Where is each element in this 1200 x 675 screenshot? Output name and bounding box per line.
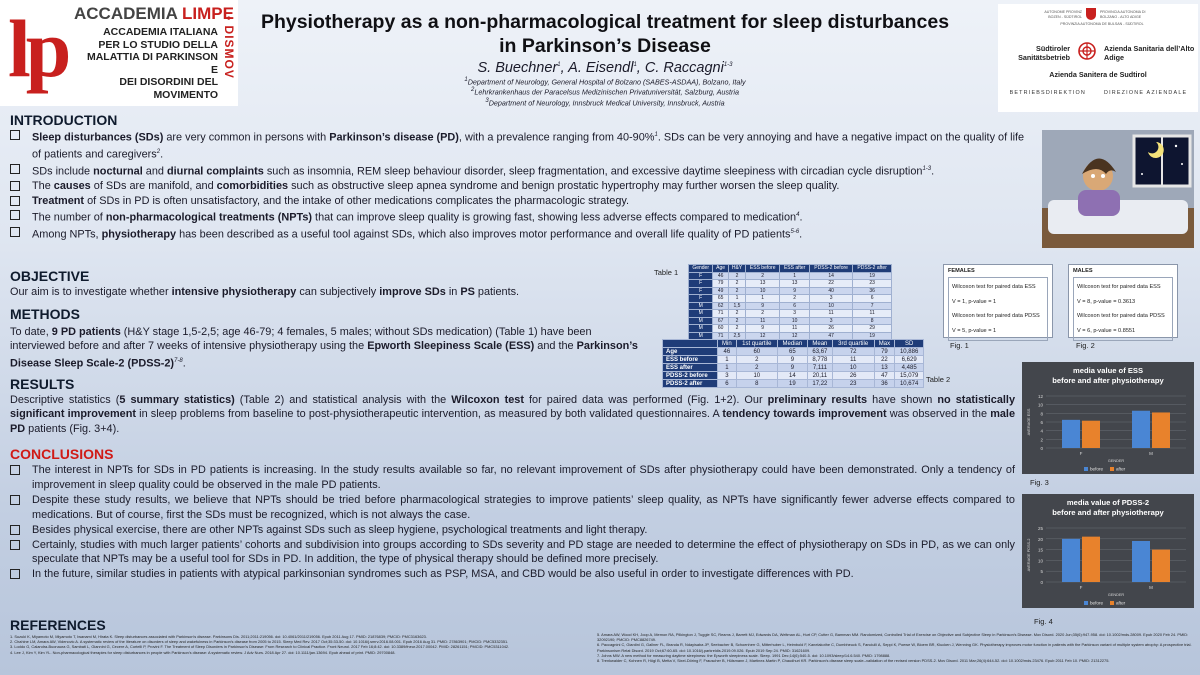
table-row [689, 287, 892, 295]
fig1-results: Wilcoxon test for paired data ESS V = 1, p-value = 1 Wilcoxon test for paired data PDSS V = 5, p-value = 1 [948, 277, 1048, 341]
table-cell: 9 [746, 325, 780, 333]
table-header-cell: 3rd quartile [832, 340, 874, 348]
methods-heading: METHODS [10, 306, 80, 322]
x-tick-label: F [1079, 451, 1083, 456]
table-header-cell: Gender [689, 265, 713, 273]
y-tick-label: 2 [1040, 437, 1043, 443]
table-cell: 1 [717, 364, 736, 372]
table-cell: 71 [713, 310, 729, 318]
table-cell: M [689, 325, 713, 333]
table-cell: 79 [713, 280, 729, 288]
wilcoxon-males-box [1068, 264, 1178, 338]
table-cell: 65 [713, 295, 729, 303]
bar-after-M [1152, 412, 1170, 448]
table-row [663, 356, 924, 364]
table-cell: 72 [832, 348, 874, 356]
table-cell: 2 [780, 295, 810, 303]
table-cell: 2 [728, 280, 745, 288]
checkbox-square-icon [10, 210, 20, 220]
chart-title: before and after physiotherapy [1052, 376, 1164, 385]
table-header-cell: ESS after [780, 265, 810, 273]
y-tick-label: 10 [1037, 402, 1043, 408]
table-cell: 19 [853, 332, 892, 340]
table-cell: F [689, 272, 713, 280]
table-cell: 23 [832, 380, 874, 388]
table-header-cell: Mean [807, 340, 832, 348]
bar-after-F [1082, 421, 1100, 448]
reference-item: 6. Paccagnini C, Giardini G, Gallner FL, Branda R, Ndayisaba JP, Seebacher B, Schoenherr G, Mitterhuber L, Heimbold F, Kanelakothe C, Dumbheuck S, Fanciulli A, Seppi K, Poewe W, Bloem BR, Klucken J, Wenning GK. Physiotherapy improves motor function in patients with the Parkinson variant of multiple system atrophy: A prospective trial. Parkinsonism Relat Disord. 2019 Oct;67:60-65. doi: 10.1016/j.parkreldis.2019.09.026. Epub 2019 Sep 24. PMID: 31621609. [597, 642, 1192, 653]
checkbox-square-icon [10, 130, 20, 140]
table2-caption: Table 2 [926, 375, 951, 384]
province-it: PROVINCIA AUTONOMA DI BOLZANO - ALTO ADIGE [1100, 10, 1146, 19]
reference-item: 7. Johns MW. A new method for measuring daytime sleepiness: the Epworth sleepiness scale. Sleep. 1991 Dec;14(6):540-5. doi: 10.1093/sleep/14.6.540. PMID: 1798888. [597, 652, 891, 658]
conclusion-bullet: Certainly, studies with much larger patients’ cohorts and subdivision into groups according to SDs severity and PD stage are needed to determine the effect of physiotherapy on SDs in PD, as we can only speculate that NPTs may be a useful tool for SDs in PD. In addition, the type of physical therapy should be defined more precisely. [10, 538, 1015, 568]
table-cell: PDSS-2 after [663, 380, 718, 388]
reference-item: 1. Suzuki K, Miyamoto M, Miyamoto T, Iwanami M, Hirata K. Sleep disturbances associated with Parkinson's disease. Parkinsons Dis. 2011;2011:219056. doi: 10.4061/2011/219056. Epub 2011 Aug 17. PMID: 21876839; PMCID: PMC3163623. [10, 634, 427, 639]
checkbox-square-icon [10, 196, 20, 206]
table-cell: 22 [809, 280, 852, 288]
legend-swatch-after [1110, 601, 1114, 605]
table-row [663, 364, 924, 372]
y-axis-label: AVERAGE ESS [1027, 408, 1031, 436]
checkbox-square-icon [10, 540, 20, 550]
table-header-cell: ESS before [746, 265, 780, 273]
logo-name: ACCADEMIA LIMPE [74, 4, 234, 23]
table-header-cell: Max [874, 340, 895, 348]
y-tick-label: 4 [1040, 428, 1043, 434]
table-cell: 1 [728, 295, 745, 303]
objective-text: Our aim is to investigate whether intensive physiotherapy can subjectively improve SDs in PS patients. [10, 286, 520, 298]
fig2-title: MALES [1073, 268, 1093, 274]
table-cell: 7 [853, 302, 892, 310]
direction-de: BETRIEBSDIREKTION [1009, 90, 1086, 96]
reference-item: 5. Amara AW, Wood KH, Joop A, Memon RA, Pilkington J, Tuggle SC, Reams J, Barrett MJ, Edwards DA, Weltman AL, Hurt CP, Cutter G, Bamman MM. Randomized, Controlled Trial of Exercise on Objective and Subjective Sleep in Parkinson's Disease. Mov Disord. 2020 Jun;35(6):947-958. doi: 10.1002/mds.28009. Epub 2020 Feb 24. PMID: 32092190; PMCID: PMC8826749. [597, 632, 1189, 643]
bar-before-M [1132, 541, 1150, 582]
table-cell: 1 [717, 356, 736, 364]
conclusions-heading: CONCLUSIONS [10, 446, 114, 462]
table-cell: PDSS-2 before [663, 372, 718, 380]
sabes-name-it: Azienda Sanitaria dell’Alto Adige [1104, 44, 1195, 62]
table-cell: F [689, 287, 713, 295]
checkbox-square-icon [10, 181, 20, 191]
province-shield-icon [1086, 8, 1096, 20]
legend-label: after [1116, 600, 1126, 606]
table-cell: 8 [736, 380, 777, 388]
table-row [689, 310, 892, 318]
poster-title-line2: in Parkinson’s Disease [499, 35, 711, 57]
affiliation: $^3$Department of Neurology, Innsbruck Medical University, Innsbruck, Austria [485, 97, 725, 108]
chart-title: media value of ESS [1072, 366, 1144, 375]
table-cell: 20,11 [807, 372, 832, 380]
table-cell: 13 [746, 280, 780, 288]
table-row [689, 325, 892, 333]
x-tick-label: F [1079, 585, 1083, 590]
wilcoxon-females-box [943, 264, 1053, 338]
insomnia-illustration [1042, 130, 1194, 248]
table-cell: 2 [728, 317, 745, 325]
table-cell: 9 [746, 302, 780, 310]
table-cell: 3 [809, 295, 852, 303]
table-row [689, 280, 892, 288]
table-cell: 29 [853, 325, 892, 333]
conclusion-bullet: In the future, similar studies in patients with atypical parkinsonian syndromes such as PSP, MSA, and CBD would be also useful in order to investigate differences with PD. [10, 567, 1015, 582]
table-cell: 46 [717, 348, 736, 356]
table-row [689, 302, 892, 310]
province-de: AUTONOME PROVINZ BOZEN - SÜDTIROL [1044, 10, 1082, 19]
table-cell: 49 [713, 287, 729, 295]
table-cell: ESS after [663, 364, 718, 372]
table-cell: 46 [713, 272, 729, 280]
table-cell: 10,886 [895, 348, 924, 356]
fig4-caption: Fig. 4 [1034, 617, 1053, 626]
table-cell: 6 [717, 380, 736, 388]
reference-item: 2. Chahine LM, Amara AW, Videnovic A. A systematic review of the literature on disorders of sleep and wakefulness in Parkinson's disease from 2005 to 2015. Sleep Med Rev. 2017 Oct;35:33-50. doi: 10.1016/j.smrv.2016.08.001. Epub 2016 Aug 31. PMID: 27863901; PMCID: PMC5332351. [10, 639, 509, 645]
table-cell: 67 [713, 317, 729, 325]
table-cell: 9 [780, 287, 810, 295]
fig4-pdss2-chart [1022, 494, 1194, 608]
table-row [689, 295, 892, 303]
objective-heading: OBJECTIVE [10, 268, 90, 284]
table-header-cell [663, 340, 718, 348]
legend-swatch-after [1110, 467, 1114, 471]
table-cell: 26 [832, 372, 874, 380]
table-cell: 1 [780, 272, 810, 280]
bar-after-F [1082, 537, 1100, 582]
table2-summary-statistics [662, 339, 924, 388]
table-cell: 17,22 [807, 380, 832, 388]
table-header-cell: H&Y [728, 265, 745, 273]
table-cell: 10 [746, 287, 780, 295]
sabes-name-de: Südtiroler Sanitätsbetrieb [1018, 44, 1070, 62]
direction-it: DIREZIONE AZIENDALE [1104, 90, 1188, 96]
poster-header [250, 10, 960, 107]
reference-item: 8. Trenkwalder C, Kohnen R, Högl B, Metta V, Sixel-Döring F, Frauscher B, Hülsmann J, Martinez-Martin P, Chaudhuri KR. Parkinson's disease sleep scale--validation of the revised version PDSS-2. Mov Disord. 2011 Mar;26(4):644-52. doi: 10.1002/mds.23476. Epub 2011 Feb 10. PMID: 21312275. [597, 658, 1110, 664]
bar-after-M [1152, 550, 1170, 582]
conclusions-section [10, 463, 1015, 582]
table-cell: 71 [713, 332, 729, 340]
table-cell: 4,485 [895, 364, 924, 372]
x-axis-label: GENDER [1107, 459, 1125, 463]
affiliation: $^2$Lehrkrankenhaus der Paracelsus Medizinischen Privatuniversität, Salzburg, Austria [471, 87, 739, 97]
chart-title: media value of PDSS-2 [1066, 498, 1150, 507]
table-cell: 11 [809, 310, 852, 318]
table-cell: 8 [853, 317, 892, 325]
introduction-section [10, 128, 1030, 242]
logo-dismov: • DISMOV [222, 16, 236, 79]
sabes-emblem-icon [1078, 42, 1096, 60]
table-cell: 60 [713, 325, 729, 333]
y-tick-label: 0 [1040, 580, 1043, 585]
table-header-cell: PDSS-2 after [853, 265, 892, 273]
x-tick-label: M [1149, 585, 1153, 590]
y-tick-label: 20 [1037, 536, 1043, 542]
table-header-cell: 1st quartile [736, 340, 777, 348]
table-cell: 3 [809, 317, 852, 325]
table-cell: 12 [746, 332, 780, 340]
table-cell: 1 [746, 295, 780, 303]
table-cell: 19 [777, 380, 807, 388]
intro-bullet: The number of non-pharmacological treatments (NPTs) that can improve sleep quality is growing fast, showing less adverse effects compared to medication$^4$. [10, 208, 1030, 225]
y-tick-label: 0 [1040, 446, 1043, 451]
results-text: Descriptive statistics (5 summary statistics) (Table 2) and statistical analysis with the Wilcoxon test for paired data was performed (Fig. 1+2). Our preliminary results have shown no statistically significant improvement in sleep problems from baseline to post-physiotherapeutic intervention, as measured by both validated questionnaires. A tendency towards improvement was observed in the male PD patients (Fig. 3+4). [10, 394, 1016, 435]
fig3-ess-chart [1022, 362, 1194, 474]
y-tick-label: 6 [1040, 420, 1043, 425]
y-tick-label: 25 [1037, 526, 1043, 531]
table-cell: 60 [736, 348, 777, 356]
x-axis-label: GENDER [1107, 593, 1125, 597]
table-cell: 22 [874, 356, 895, 364]
province-lad: PROVINZIA AUTONOMA DE BULSAN - SÜDTIROL [1060, 22, 1144, 26]
affiliation: $^1$Department of Neurology, General Hospital of Bolzano (SABES-ASDAA), Bolzano, Italy [464, 77, 746, 87]
legend-swatch-before [1084, 601, 1088, 605]
legend-label: after [1116, 466, 1126, 472]
conclusion-bullet: Besides physical exercise, there are other NPTs against SDs such as sleep hygiene, psychological treatments and light therapy. [10, 523, 1015, 538]
results-heading: RESULTS [10, 376, 75, 392]
table-cell: 6,629 [895, 356, 924, 364]
table-cell: 65 [777, 348, 807, 356]
y-axis-label: AVERAGE PDSS-2 [1027, 538, 1031, 572]
y-tick-label: 12 [1037, 394, 1043, 399]
table-cell: 40 [809, 287, 852, 295]
table-header-cell: PDSS-2 before [809, 265, 852, 273]
bar-before-F [1062, 420, 1080, 448]
table-cell: 19 [853, 272, 892, 280]
introduction-heading: INTRODUCTION [10, 112, 118, 128]
table-row [689, 272, 892, 280]
table-cell: 8,778 [807, 356, 832, 364]
legend-swatch-before [1084, 467, 1088, 471]
table-cell: 36 [874, 380, 895, 388]
table-cell: 9 [777, 364, 807, 372]
table-cell: 2 [728, 272, 745, 280]
table-cell: 13 [874, 364, 895, 372]
table-cell: 79 [874, 348, 895, 356]
fig3-caption: Fig. 3 [1030, 478, 1049, 487]
table-cell: M [689, 332, 713, 340]
legend-label: before [1090, 600, 1104, 606]
table-cell: M [689, 310, 713, 318]
table-row [663, 380, 924, 388]
accademia-limpe-dismov-logo [0, 0, 238, 106]
table-cell: 6 [853, 295, 892, 303]
table-row [663, 348, 924, 356]
table-cell: 11 [746, 317, 780, 325]
intro-bullet: The causes of SDs are manifold, and comorbidities such as obstructive sleep apnea syndrome and benign prostatic hypertrophy may further worsen the sleep quality. [10, 179, 1030, 193]
table-cell: 23 [853, 280, 892, 288]
table1-demographics [688, 264, 892, 340]
table-cell: M [689, 302, 713, 310]
table-cell: 2 [728, 310, 745, 318]
intro-bullet: Treatment of SDs in PD is often unsatisfactory, and the intake of other medications complicates the pharmacologic strategy. [10, 194, 1030, 208]
table-cell: 62 [713, 302, 729, 310]
sabes-logo [998, 4, 1198, 112]
reference-item: 4. Lee J, Kim Y, Kim YL. Non-pharmacological therapies for sleep disturbances in people with Parkinson's disease: A systematic review. J Adv Nurs. 2018 Apr 27. doi: 10.1111/jan.13694. Epub ahead of print. PMID: 29700848. [10, 649, 396, 655]
table-cell: 2 [746, 310, 780, 318]
table-cell: 2 [746, 272, 780, 280]
table-cell: 10 [832, 364, 874, 372]
table-header-cell: Median [777, 340, 807, 348]
references-right-column [597, 632, 1195, 663]
checkbox-square-icon [10, 569, 20, 579]
table-cell: 47 [874, 372, 895, 380]
table-cell: 14 [809, 272, 852, 280]
table-cell: 9 [777, 356, 807, 364]
table-cell: 2 [728, 287, 745, 295]
table-cell: 10 [780, 317, 810, 325]
table1-caption: Table 1 [654, 268, 679, 277]
poster-title-line1: Physiotherapy as a non-pharmacological treatment for sleep disturbances [260, 11, 950, 33]
table-cell: 3 [717, 372, 736, 380]
checkbox-square-icon [10, 495, 20, 505]
table-cell: F [689, 280, 713, 288]
table-header-cell: Min [717, 340, 736, 348]
table-cell: 13 [780, 280, 810, 288]
logo-monogram: lp [8, 3, 67, 94]
conclusion-bullet: The interest in NPTs for SDs in PD patients is increasing. In the study results available so far, no relevant improvement of SDs after physiotherapy could have been demonstrated. Only a tendency of improvement in sleep quality could be observed in the male PD patients. [10, 463, 1015, 493]
y-tick-label: 10 [1037, 558, 1043, 564]
logo-subtitle: ACCADEMIA ITALIANA PER LO STUDIO DELLA MALATTIA DI PARKINSON E DEI DISORDINI DEL MOVIMENTO [86, 26, 218, 101]
checkbox-square-icon [10, 525, 20, 535]
conclusion-bullet: Despite these study results, we believe that NPTs should be tried before pharmacological strategies to improve patients’ sleep quality, as NPTs have significantly fewer adverse effects compared to medications. But of course, first the SDs must be recognized, which is not always the case. [10, 493, 1015, 523]
table-cell: ESS before [663, 356, 718, 364]
table-cell: 11 [832, 356, 874, 364]
sabes-name-lad: Azienda Sanitera de Sudtirol [1049, 70, 1147, 79]
references-heading: REFERENCES [10, 617, 106, 633]
table-cell: 2 [728, 325, 745, 333]
x-tick-label: M [1149, 451, 1153, 456]
table-cell: 7,111 [807, 364, 832, 372]
table-cell: 6 [780, 302, 810, 310]
table-cell: 63,67 [807, 348, 832, 356]
checkbox-square-icon [10, 227, 20, 237]
table-cell: 15,079 [895, 372, 924, 380]
author-list: S. Buechner$^1$, A. Eisendl$^1$, C. Raccagni$^{1-3}$ [477, 60, 733, 76]
table-cell: 47 [809, 332, 852, 340]
table-cell: M [689, 317, 713, 325]
checkbox-square-icon [10, 465, 20, 475]
y-tick-label: 5 [1040, 569, 1043, 575]
fig2-caption: Fig. 2 [1076, 341, 1095, 350]
legend-label: before [1090, 466, 1104, 472]
table-cell: 11 [780, 325, 810, 333]
references-left-column [10, 634, 575, 655]
bar-before-M [1132, 411, 1150, 448]
table-row [663, 372, 924, 380]
checkbox-square-icon [10, 164, 20, 174]
table-cell: 36 [853, 287, 892, 295]
methods-text: To date, 9 PD patients (H&Y stage 1,5-2,5; age 46-79; 4 females, 5 males; without SDs medication) (Table 1) have been interviewed before and after 7 weeks of intensive physiotherapy using the Epworth Sleepiness Scale (ESS) and the Parkinson’s Disease Sleep Scale-2 (PDSS-2)$^{7-8}$. [10, 326, 638, 370]
intro-bullet: Among NPTs, physiotherapy has been described as a useful tool against SDs, which also improves motor performance and overall life quality of PD patients$^{5-6}$. [10, 225, 1030, 242]
table-header-cell: SD [895, 340, 924, 348]
table-cell: 3 [780, 310, 810, 318]
fig2-results: Wilcoxon test for paired data ESS V = 8, p-value = 0.3613 Wilcoxon test for paired data PDSS V = 6, p-value = 0.8551 [1073, 277, 1173, 341]
y-tick-label: 15 [1037, 547, 1043, 553]
table-cell: 14 [777, 372, 807, 380]
table-cell: 10 [809, 302, 852, 310]
table-cell: 1,5 [728, 302, 745, 310]
y-tick-label: 8 [1040, 411, 1043, 417]
fig1-caption: Fig. 1 [950, 341, 969, 350]
reference-item: 3. Loddo G, Calandra-Buonaura G, Sambati L, Giannini G, Cecere A, Cortelli P, Provini F. The Treatment of Sleep Disorders in Parkinson's Disease: From Research to Clinical Practice. Front Neurol. 2017 Feb 16;8:42. doi: 10.3389/fneur.2017.00042. PMID: 28261151; PMCID: PMC5311042. [10, 644, 510, 650]
table-cell: 11 [853, 310, 892, 318]
fig3-chart-svg [1022, 362, 1194, 474]
chart-title: before and after physiotherapy [1052, 508, 1164, 517]
bar-before-F [1062, 539, 1080, 582]
table-cell: 2 [736, 364, 777, 372]
table-cell: 26 [809, 325, 852, 333]
table-header-cell: Age [713, 265, 729, 273]
table-cell: Age [663, 348, 718, 356]
fig4-chart-svg [1022, 494, 1194, 608]
table-cell: F [689, 295, 713, 303]
intro-bullet: Sleep disturbances (SDs) are very common in persons with Parkinson’s disease (PD), with a prevalence ranging from 40-90%$^1$. SDs can be very annoying and have a negative impact on the quality of life of patients and caregivers$^2$. [10, 128, 1030, 162]
table-cell: 2,5 [728, 332, 745, 340]
table-cell: 10 [736, 372, 777, 380]
table-cell: 12 [780, 332, 810, 340]
intro-bullet: SDs include nocturnal and diurnal complaints such as insomnia, REM sleep behaviour disorder, sleep fragmentation, and excessive daytime sleepiness with circadian cycle disruption$^{1-3}$. [10, 162, 1030, 179]
table-cell: 10,674 [895, 380, 924, 388]
table-cell: 2 [736, 356, 777, 364]
table-row [689, 317, 892, 325]
fig1-title: FEMALES [948, 268, 975, 274]
